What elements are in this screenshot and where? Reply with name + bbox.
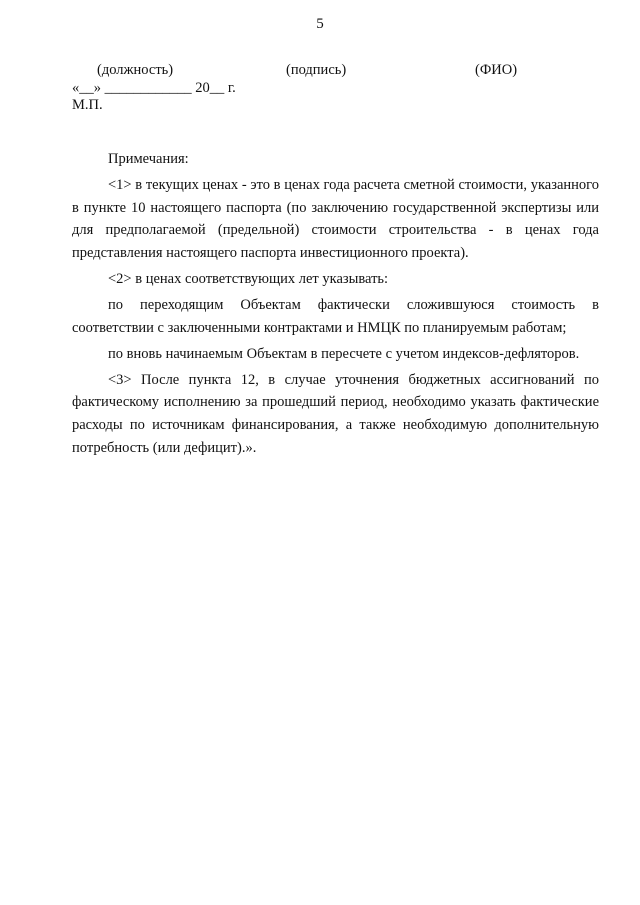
stamp-label: М.П.: [72, 97, 103, 113]
position-label: (должность): [97, 62, 174, 78]
signature-labels-row: [0, 62, 640, 82]
note-item-3: <3> После пункта 12, в случае уточнения бюджетных ассигнований по фактическому исполнению за прошедший период, необходимо указать фактические расходы по источникам финансирования, а также необходимую дополнительную потребность (или дефицит).».: [72, 371, 599, 456]
note-item-1: <1> в текущих ценах - это в ценах года расчета сметной стоимости, указанного в пункте 10 настоящего паспорта (по заключению государственной экспертизы или для предполагаемой (предельной) стоимости строительства - в ценах года представления настоящего паспорта инвестиционного проекта).: [72, 177, 599, 261]
notes-section: [72, 148, 599, 463]
notes-title: Примечания:: [108, 151, 189, 167]
note-item-2b: по вновь начинаемым Объектам в пересчете с учетом индексов-дефляторов.: [108, 345, 580, 362]
note-item-2a: по переходящим Объектам фактически сложившуюся стоимость в соответствии с заключенными контрактами и НМЦК по планируемым работам;: [72, 297, 599, 336]
date-line: «__» ____________ 20__ г.: [72, 80, 236, 96]
note-item-2: <2> в ценах соответствующих лет указывать:: [108, 270, 389, 287]
page-number: 5: [316, 16, 324, 32]
signature-label: (подпись): [286, 62, 347, 78]
fio-label: (ФИО): [475, 62, 518, 78]
